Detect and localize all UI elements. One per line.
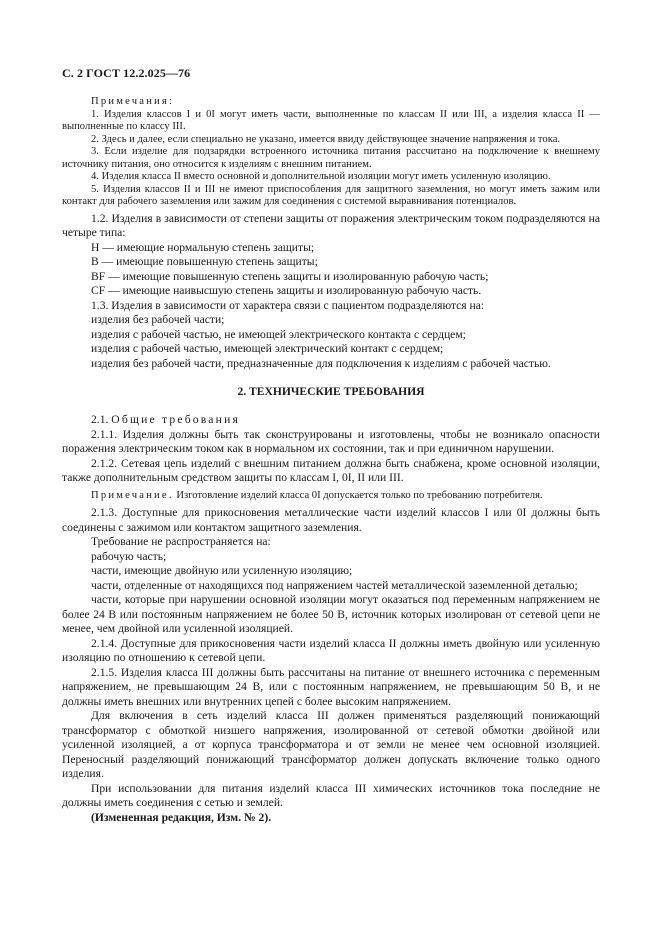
exception-item: рабочую часть; bbox=[91, 549, 167, 563]
kind-item: изделия без рабочей части; bbox=[91, 313, 225, 326]
notes-block bbox=[62, 96, 600, 209]
exception-item: части, которые при нарушении основной изоляции могут оказаться под переменным напряжением не более 24 В или постоянным напряжением не более 50 В, источник которых изолирован от сетевой цепи не менее, чем двойной или усиленной изоляцией. bbox=[62, 593, 600, 635]
kind-item: изделия с рабочей частью, не имеющей электрического контакта с сердцем; bbox=[91, 327, 466, 341]
note-item: 2. Здесь и далее, если специально не указано, имеется ввиду действующее значение напряжения и тока. bbox=[91, 133, 561, 145]
paragraph-2-1-1: 2.1.1. Изделия должны быть так сконструированы и изготовлены, чтобы не возникало опасности поражения электрическим током как в нормальном их состоянии, так и при единичном нарушении. bbox=[62, 427, 600, 455]
subsection-number: 2.1. bbox=[91, 413, 109, 426]
note-paragraph bbox=[62, 490, 600, 503]
section-1 bbox=[62, 212, 600, 372]
paragraph-1-3: 1.3. Изделия в зависимости от характера связи с пациентом подразделяются на: bbox=[91, 298, 485, 312]
type-item: CF — имеющие наивысшую степень защиты и изолированную рабочую часть. bbox=[91, 284, 482, 297]
requirement-exclusion-intro: Требование не распространяется на: bbox=[91, 535, 271, 548]
type-item: ВF — имеющие повышенную степень защиты и изолированную рабочую часть; bbox=[91, 269, 489, 283]
note-item: 5. Изделия классов II и III не имеют приспособления для защитного заземления, но могут иметь зажим или контакт для рабочего заземления или зажим для соединения с системой выравнивания потенциалов. bbox=[62, 183, 600, 207]
note-item: 4. Изделия класса II вместо основной и дополнительной изоляции могут иметь усиленную изоляцию. bbox=[91, 171, 551, 182]
exception-item: части, имеющие двойную или усиленную изоляцию; bbox=[91, 564, 353, 577]
paragraph-chemical-sources: При использовании для питания изделий класса III химических источников тока последние не должны иметь соединения с сетью и землей. bbox=[62, 781, 600, 809]
note-text: Изготовление изделий класса 0I допускается только по требованию потребителя. bbox=[176, 489, 543, 501]
section-2 bbox=[62, 385, 600, 825]
paragraph-2-1-4: 2.1.4. Доступные для прикосновения части изделий класса II должны иметь двойную или усиленную изоляцию по отношению к сетевой цепи. bbox=[62, 636, 600, 664]
subsection-2-1 bbox=[62, 413, 600, 428]
paragraph-2-1-2: 2.1.2. Сетевая цепь изделий с внешним питанием должна быть снабжена, кроме основной изоляции, также дополнительным средством защиты по классам I, 0I, II или III. bbox=[62, 456, 600, 484]
paragraph-2-1-3: 2.1.3. Доступные для прикосновения металлические части изделий классов I или 0I должны быть соединены с зажимом или контактом защитного заземления. bbox=[62, 506, 600, 534]
exception-item: части, отделенные от находящихся под напряжением частей металлической заземленной деталью; bbox=[91, 578, 578, 592]
note-label: Примечание. bbox=[91, 489, 174, 501]
subsection-title: Общие требования bbox=[111, 413, 240, 426]
note-item: 1. Изделия классов I и 0I могут иметь части, выполненные по классам II или III, а изделия класса II — выполненные по классу III. bbox=[62, 108, 600, 132]
page-header: С. 2 ГОСТ 12.2.025—76 bbox=[62, 66, 191, 80]
type-item: Н — имеющие нормальную степень защиты; bbox=[91, 240, 315, 254]
page-content bbox=[62, 96, 600, 825]
paragraph-1-2: 1.2. Изделия в зависимости от степени защиты от поражения электрическим током подразделяются на четыре типа: bbox=[62, 211, 600, 239]
type-item: В — имеющие повышенную степень защиты; bbox=[91, 255, 318, 268]
paragraph-transformer: Для включения в сеть изделий класса III должен применяться разделяющий понижающий трансформатор с обмоткой низшего напряжения, изолированной от сетевой обмотки двойной или усиленной изоляцией, а от корпуса трансформатора и от земли не менее чем основной изоляцией. Переносный разделяющий понижающий трансформатор должен допускать включение только одного изделия. bbox=[62, 709, 600, 780]
notes-heading: Примечания: bbox=[91, 96, 175, 107]
kind-item: изделия с рабочей частью, имеющей электрический контакт с сердцем; bbox=[91, 342, 444, 355]
kind-item: изделия без рабочей части, предназначенные для подключения к изделиям с рабочей частью. bbox=[91, 356, 551, 370]
paragraph-2-1-5: 2.1.5. Изделия класса III должны быть рассчитаны на питание от внешнего источника с переменным напряжением, не превышающим 24 В, или с постоянным напряжением, не превышающим 50 В, и не должны иметь внешних или внутренних цепей с более высоким напряжением. bbox=[62, 665, 600, 708]
note-item: 3. Если изделие для подзарядки встроенного источника питания рассчитано на подключение к внешнему источнику питания, оно относится к изделиям с внешним питанием. bbox=[62, 146, 600, 170]
amendment-note: (Измененная редакция, Изм. № 2). bbox=[91, 810, 272, 824]
section-title: 2. ТЕХНИЧЕСКИЕ ТРЕБОВАНИЯ bbox=[237, 385, 425, 398]
